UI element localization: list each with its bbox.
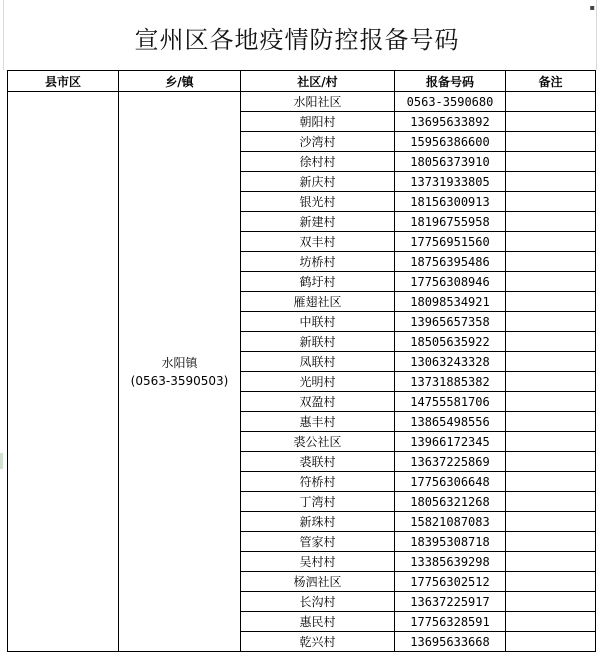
note-cell	[506, 112, 596, 132]
town-phone: (0563-3590503)	[130, 373, 229, 388]
note-cell	[506, 452, 596, 472]
phone-cell: 18098534921	[395, 292, 506, 312]
note-cell	[506, 212, 596, 232]
phone-cell: 13966172345	[395, 432, 506, 452]
village-cell: 长沟村	[241, 592, 395, 612]
header-county: 县市区	[8, 71, 119, 92]
village-cell: 凤联村	[241, 352, 395, 372]
phone-cell: 18056321268	[395, 492, 506, 512]
village-cell: 银光村	[241, 192, 395, 212]
note-cell	[506, 352, 596, 372]
note-cell	[506, 152, 596, 172]
phone-cell: 17756328591	[395, 612, 506, 632]
note-cell	[506, 412, 596, 432]
report-phone-table	[7, 70, 596, 652]
note-cell	[506, 592, 596, 612]
header-village: 社区/村	[241, 71, 395, 92]
village-cell: 符桥村	[241, 472, 395, 492]
note-cell	[506, 552, 596, 572]
sheet-gridline	[596, 0, 597, 70]
note-cell	[506, 612, 596, 632]
sheet-gridline	[3, 0, 4, 70]
village-cell: 乾兴村	[241, 632, 395, 652]
village-cell: 杨泗社区	[241, 572, 395, 592]
phone-cell: 18395308718	[395, 532, 506, 552]
phone-cell: 17756308946	[395, 272, 506, 292]
village-cell: 鹤圩村	[241, 272, 395, 292]
header-town: 乡/镇	[119, 71, 241, 92]
phone-cell: 15956386600	[395, 132, 506, 152]
row-selection-marker	[0, 453, 3, 469]
header-row	[8, 71, 596, 92]
phone-cell: 13637225869	[395, 452, 506, 472]
village-cell: 裘联村	[241, 452, 395, 472]
phone-cell: 18056373910	[395, 152, 506, 172]
corner-fill-handle-icon[interactable]: ▪	[589, 3, 595, 12]
header-phone: 报备号码	[395, 71, 506, 92]
village-cell: 新联村	[241, 332, 395, 352]
phone-cell: 13865498556	[395, 412, 506, 432]
village-cell: 坊桥村	[241, 252, 395, 272]
phone-cell: 13695633668	[395, 632, 506, 652]
village-cell: 光明村	[241, 372, 395, 392]
note-cell	[506, 632, 596, 652]
phone-cell: 18156300913	[395, 192, 506, 212]
phone-cell: 18756395486	[395, 252, 506, 272]
note-cell	[506, 512, 596, 532]
table-row	[8, 92, 596, 112]
village-cell: 惠民村	[241, 612, 395, 632]
village-cell: 管家村	[241, 532, 395, 552]
town-cell	[119, 92, 241, 652]
phone-cell: 13695633892	[395, 112, 506, 132]
note-cell	[506, 232, 596, 252]
phone-cell: 17756306648	[395, 472, 506, 492]
village-cell: 新珠村	[241, 512, 395, 532]
table-body	[8, 92, 596, 652]
note-cell	[506, 92, 596, 112]
phone-cell: 13063243328	[395, 352, 506, 372]
village-cell: 新建村	[241, 212, 395, 232]
village-cell: 朝阳村	[241, 112, 395, 132]
note-cell	[506, 272, 596, 292]
note-cell	[506, 312, 596, 332]
village-cell: 丁湾村	[241, 492, 395, 512]
phone-cell: 13385639298	[395, 552, 506, 572]
phone-cell: 18196755958	[395, 212, 506, 232]
village-cell: 双丰村	[241, 232, 395, 252]
note-cell	[506, 532, 596, 552]
county-cell	[8, 92, 119, 652]
note-cell	[506, 252, 596, 272]
village-cell: 水阳社区	[241, 92, 395, 112]
sheet-title: 宣州区各地疫情防控报备号码	[134, 25, 460, 54]
note-cell	[506, 572, 596, 592]
next-row-edge	[7, 651, 595, 656]
phone-cell: 14755581706	[395, 392, 506, 412]
phone-cell: 17756302512	[395, 572, 506, 592]
village-cell: 徐村村	[241, 152, 395, 172]
note-cell	[506, 172, 596, 192]
phone-cell: 17756951560	[395, 232, 506, 252]
note-cell	[506, 132, 596, 152]
note-cell	[506, 432, 596, 452]
village-cell: 雁翅社区	[241, 292, 395, 312]
village-cell: 双盈村	[241, 392, 395, 412]
phone-cell: 18505635922	[395, 332, 506, 352]
village-cell: 吴村村	[241, 552, 395, 572]
phone-cell: 13731933805	[395, 172, 506, 192]
village-cell: 裘公社区	[241, 432, 395, 452]
phone-cell: 0563-3590680	[395, 92, 506, 112]
town-name: 水阳镇	[161, 355, 198, 370]
phone-cell: 13637225917	[395, 592, 506, 612]
village-cell: 惠丰村	[241, 412, 395, 432]
note-cell	[506, 332, 596, 352]
note-cell	[506, 392, 596, 412]
phone-cell: 13965657358	[395, 312, 506, 332]
note-cell	[506, 472, 596, 492]
phone-cell: 15821087083	[395, 512, 506, 532]
village-cell: 新庆村	[241, 172, 395, 192]
note-cell	[506, 492, 596, 512]
note-cell	[506, 292, 596, 312]
village-cell: 沙湾村	[241, 132, 395, 152]
note-cell	[506, 372, 596, 392]
header-note: 备注	[506, 71, 596, 92]
village-cell: 中联村	[241, 312, 395, 332]
note-cell	[506, 192, 596, 212]
phone-cell: 13731885382	[395, 372, 506, 392]
